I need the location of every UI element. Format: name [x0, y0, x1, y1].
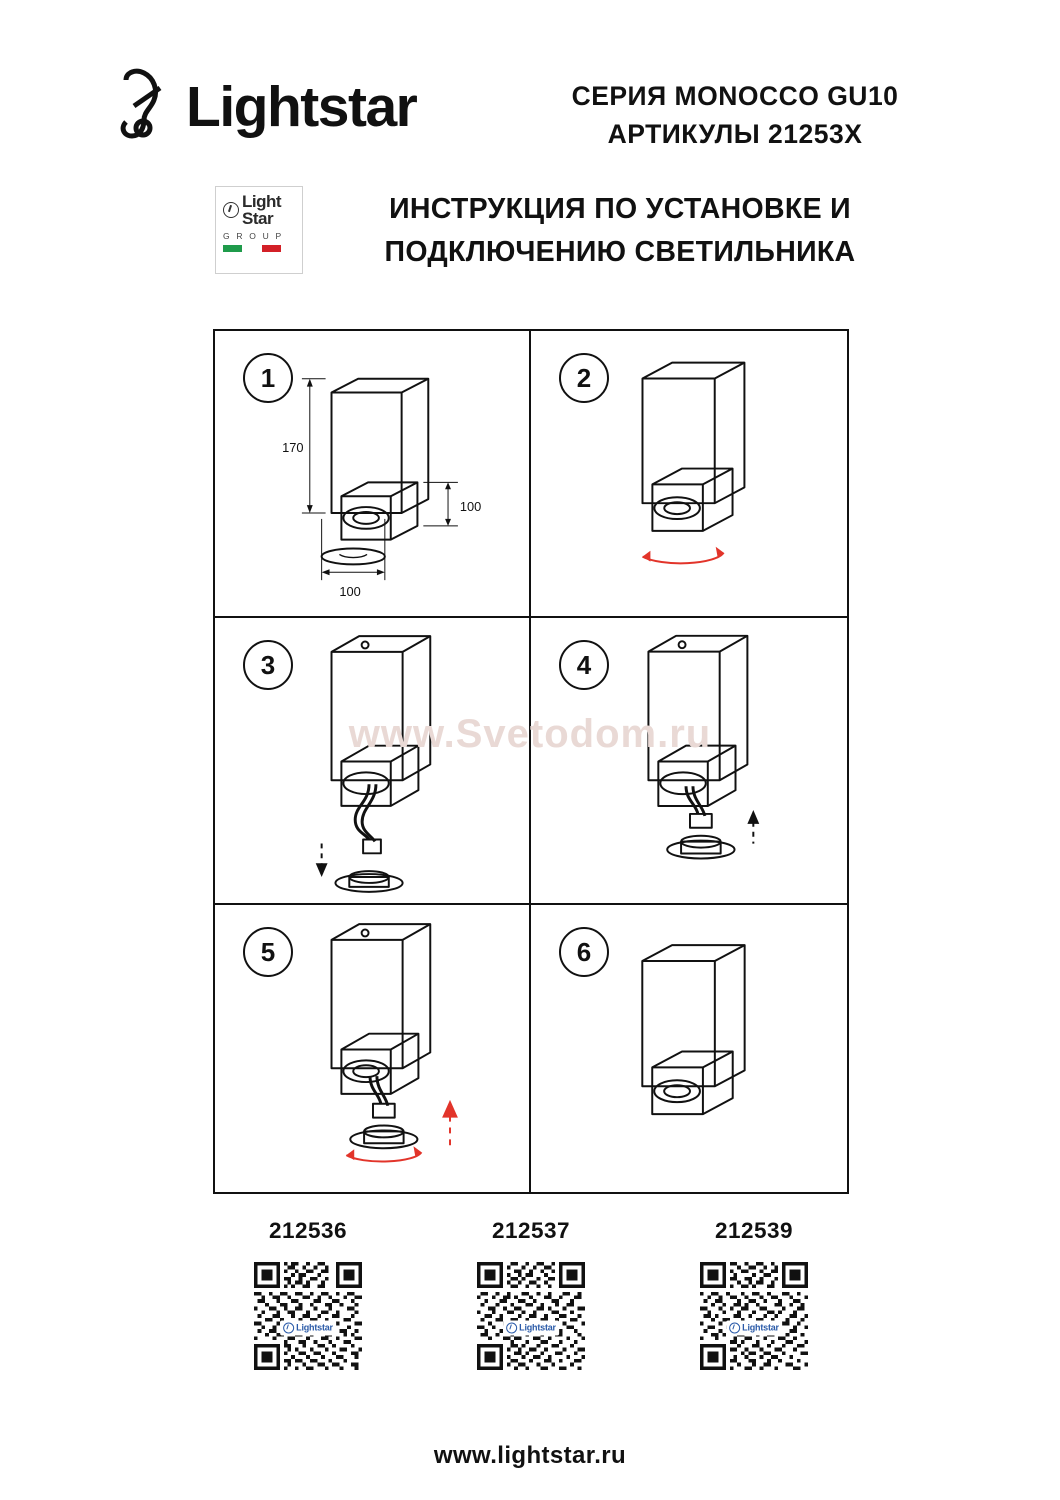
bulb-icon-small: [223, 202, 239, 218]
product-title: [520, 78, 950, 153]
article-codes: [213, 1218, 849, 1370]
step-cell-5: [215, 905, 531, 1192]
step-cell-6: [531, 905, 847, 1192]
footer-url[interactable]: www.lightstar.ru: [433, 1442, 627, 1469]
qr-center-logo: [503, 1320, 559, 1335]
brand-logo-text: Lightstar: [186, 74, 417, 139]
dim-width-label: 100: [339, 583, 361, 599]
lightstar-bulb-icon: [110, 66, 182, 148]
group-logo-line2: Star: [242, 209, 274, 229]
instruction-header: [215, 186, 915, 286]
watermark: www.Svetodom.ru: [348, 712, 712, 756]
steps-grid: [213, 329, 849, 1194]
group-logo-line1: Light: [242, 192, 282, 211]
step-number-5: 5: [243, 927, 293, 977]
step-number-4: 4: [559, 640, 609, 690]
qr-center-logo: [726, 1320, 782, 1335]
bulb-icon-small: [729, 1322, 740, 1333]
code-label: 212539: [714, 1218, 794, 1243]
step-cell-4: [531, 618, 847, 905]
step-number-3: 3: [243, 640, 293, 690]
step-cell-2: [531, 331, 847, 618]
qr-code[interactable]: [700, 1262, 808, 1370]
code-item: [659, 1218, 849, 1370]
series-line: СЕРИЯ MONOCCO GU10: [571, 81, 899, 111]
group-logo-line3: G R O U P: [223, 230, 284, 241]
code-label: 212537: [491, 1218, 571, 1243]
step-number-2: 2: [559, 353, 609, 403]
qr-caption: Lightstar: [742, 1322, 779, 1333]
dim-height-label: 170: [282, 439, 304, 455]
italy-flag-icon: [223, 245, 281, 252]
brand-logo: [110, 66, 416, 148]
qr-code[interactable]: [477, 1262, 585, 1370]
instruction-title: [340, 188, 900, 274]
instruction-title-line1: ИНСТРУКЦИЯ ПО УСТАНОВКЕ И: [389, 193, 851, 225]
code-item: [436, 1218, 626, 1370]
qr-code[interactable]: [254, 1262, 362, 1370]
lightstar-group-logo: [215, 186, 303, 274]
article-line: АРТИКУЛЫ 21253X: [607, 118, 863, 149]
code-label: 212536: [268, 1218, 348, 1243]
step-cell-3: [215, 618, 531, 905]
bulb-icon-small: [283, 1322, 294, 1333]
code-item: [213, 1218, 403, 1370]
step-number-6: 6: [559, 927, 609, 977]
step-cell-1: [215, 331, 531, 618]
instruction-title-line2: ПОДКЛЮЧЕНИЮ СВЕТИЛЬНИКА: [384, 235, 856, 268]
qr-caption: Lightstar: [296, 1322, 333, 1333]
bulb-icon-small: [506, 1322, 517, 1333]
step-number-1: 1: [243, 353, 293, 403]
qr-center-logo: [280, 1320, 336, 1335]
dim-depth-label: 100: [459, 499, 482, 515]
qr-caption: Lightstar: [519, 1322, 556, 1333]
page-header: [110, 58, 950, 178]
